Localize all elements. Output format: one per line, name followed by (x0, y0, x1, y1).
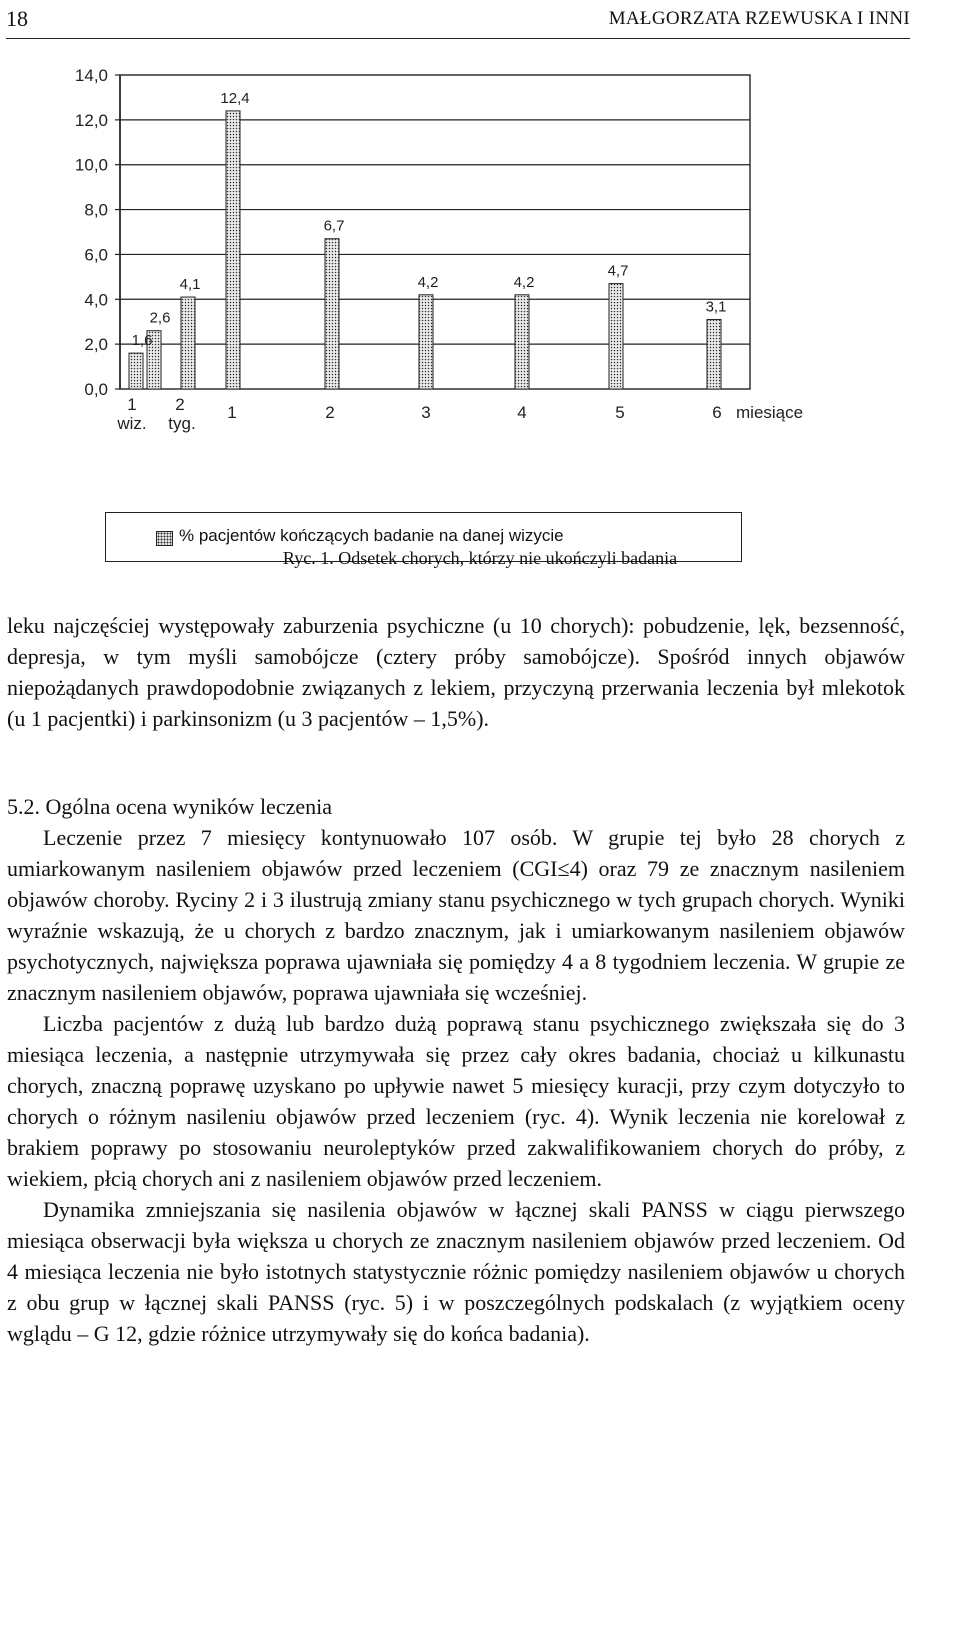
y-tick-label: 10,0 (74, 155, 108, 175)
data-label: 4,2 (417, 273, 439, 291)
x-tick-label: 6 (712, 403, 722, 422)
data-label: 2,6 (149, 309, 171, 327)
bar (325, 239, 339, 389)
bar-chart (40, 40, 920, 560)
data-label: 6,7 (323, 217, 345, 235)
y-tick-label: 12,0 (74, 110, 108, 130)
paragraph-text: Dynamika zmniejszania się nasilenia objawów w łącznej skali PANSS w ciągu pierwszego miesiąca obserwacji była większa u chorych ze znacznym nasileniem objawów przed leczeniem. Od 4 miesiąca leczenia nie było istotnych statystycznie różnic pomiędzy nasileniem objawów u chorych z obu grup w łącznej skali PANSS (ryc. 5) i w poszczególnych podskalach (z wyjątkiem oceny wglądu – G 12, gdzie różnice utrzymywały się do końca badania). (7, 1197, 905, 1346)
x-axis-label: miesiące (736, 403, 804, 422)
bar (419, 295, 433, 389)
bar (129, 353, 143, 389)
paragraph-continuation (7, 610, 905, 734)
figure-chart (40, 40, 920, 560)
data-label: 12,4 (220, 89, 250, 107)
x-tick-label: 5 (615, 403, 625, 422)
x-tick-label: 2 (175, 395, 185, 414)
y-tick-label: 0,0 (84, 380, 108, 399)
section-body (7, 822, 905, 1349)
legend-label: % pacjentów kończących badanie na danej wizycie (179, 526, 564, 545)
x-sublabel-visit: wiz. (117, 414, 147, 433)
x-tick-label: 2 (325, 403, 335, 422)
x-tick-label: 1 (227, 403, 237, 422)
plot-frame (120, 75, 750, 389)
bar (515, 295, 529, 389)
paragraph-text: Leczenie przez 7 miesięcy kontynuowało 107 osób. W grupie tej było 28 chorych z umiarkowanym nasileniem objawów przed leczeniem (CGI≤4) oraz 79 ze znacznym nasileniem objawów choroby. Ryciny 2 i 3 ilustrują zmiany stanu psychicznego w tych grupach chorych. Wyniki wyraźnie wskazują, że u chorych z bardzo znacznym, jak i umiarkowanym nasileniem objawów psychotycznych, największa poprawa ujawniała się pomiędzy 4 a 8 tygodniem leczenia. W grupie ze znacznym nasileniem objawów, poprawa ujawniała się wcześniej. (7, 825, 905, 1005)
data-label: 4,1 (179, 276, 201, 294)
section-heading: 5.2. Ogólna ocena wyników leczenia (7, 794, 332, 819)
bar (181, 297, 195, 389)
bar (609, 284, 623, 389)
page-number: 18 (6, 6, 28, 31)
running-head (6, 6, 910, 36)
bar (707, 319, 721, 389)
y-tick-label: 6,0 (84, 245, 108, 265)
y-tick-label: 2,0 (84, 335, 108, 355)
running-head-authors: MAŁGORZATA RZEWUSKA I INNI (608, 8, 910, 29)
y-tick-label: 4,0 (84, 290, 108, 310)
x-tick-label: 1 (127, 395, 137, 414)
data-label: 1,6 (131, 332, 153, 350)
legend-swatch-icon (156, 531, 173, 546)
x-tick-label: 4 (517, 403, 527, 422)
data-label: 4,7 (607, 262, 629, 280)
data-label: 4,2 (513, 273, 535, 291)
paragraph-text: leku najczęściej występowały zaburzenia psychiczne (u 10 chorych): pobudzenie, lęk, bezsenność, depresja, w tym myśli samobójcze (cztery próby samobójcze). Spośród innych objawów niepożądanych prawdopodobnie związanych z lekiem, przyczyną przerwania leczenia był mlekotok (u 1 pacjentki) i parkinsonizm (u 3 pacjentów – 1,5%). (7, 613, 905, 731)
header-rule (6, 38, 910, 39)
y-tick-label: 8,0 (84, 200, 108, 220)
bar (226, 111, 240, 389)
paragraph-text: Liczba pacjentów z dużą lub bardzo dużą poprawą stanu psychicznego zwiększała się do 3 miesiąca leczenia, a następnie utrzymywała się przez cały okres badania, chociaż u kilkunastu chorych, znaczną poprawę uzyskano po upływie nawet 5 miesięcy kuracji, przy czym dotyczyło to chorych o różnym nasileniu objawów przed leczeniem (ryc. 4). Wynik leczenia nie korelował z brakiem poprawy po stosowaniu neuroleptyków przed zakwalifikowaniem chorych do próby, z wiekiem, płcią chorych ani z nasileniem objawów przed leczeniem. (7, 1011, 905, 1191)
y-tick-label: 14,0 (74, 66, 108, 85)
x-tick-label: 3 (421, 403, 431, 422)
x-sublabel-week: tyg. (168, 414, 196, 433)
figure-caption: Ryc. 1. Odsetek chorych, którzy nie ukończyli badania (282, 548, 678, 568)
data-label: 3,1 (705, 298, 727, 316)
